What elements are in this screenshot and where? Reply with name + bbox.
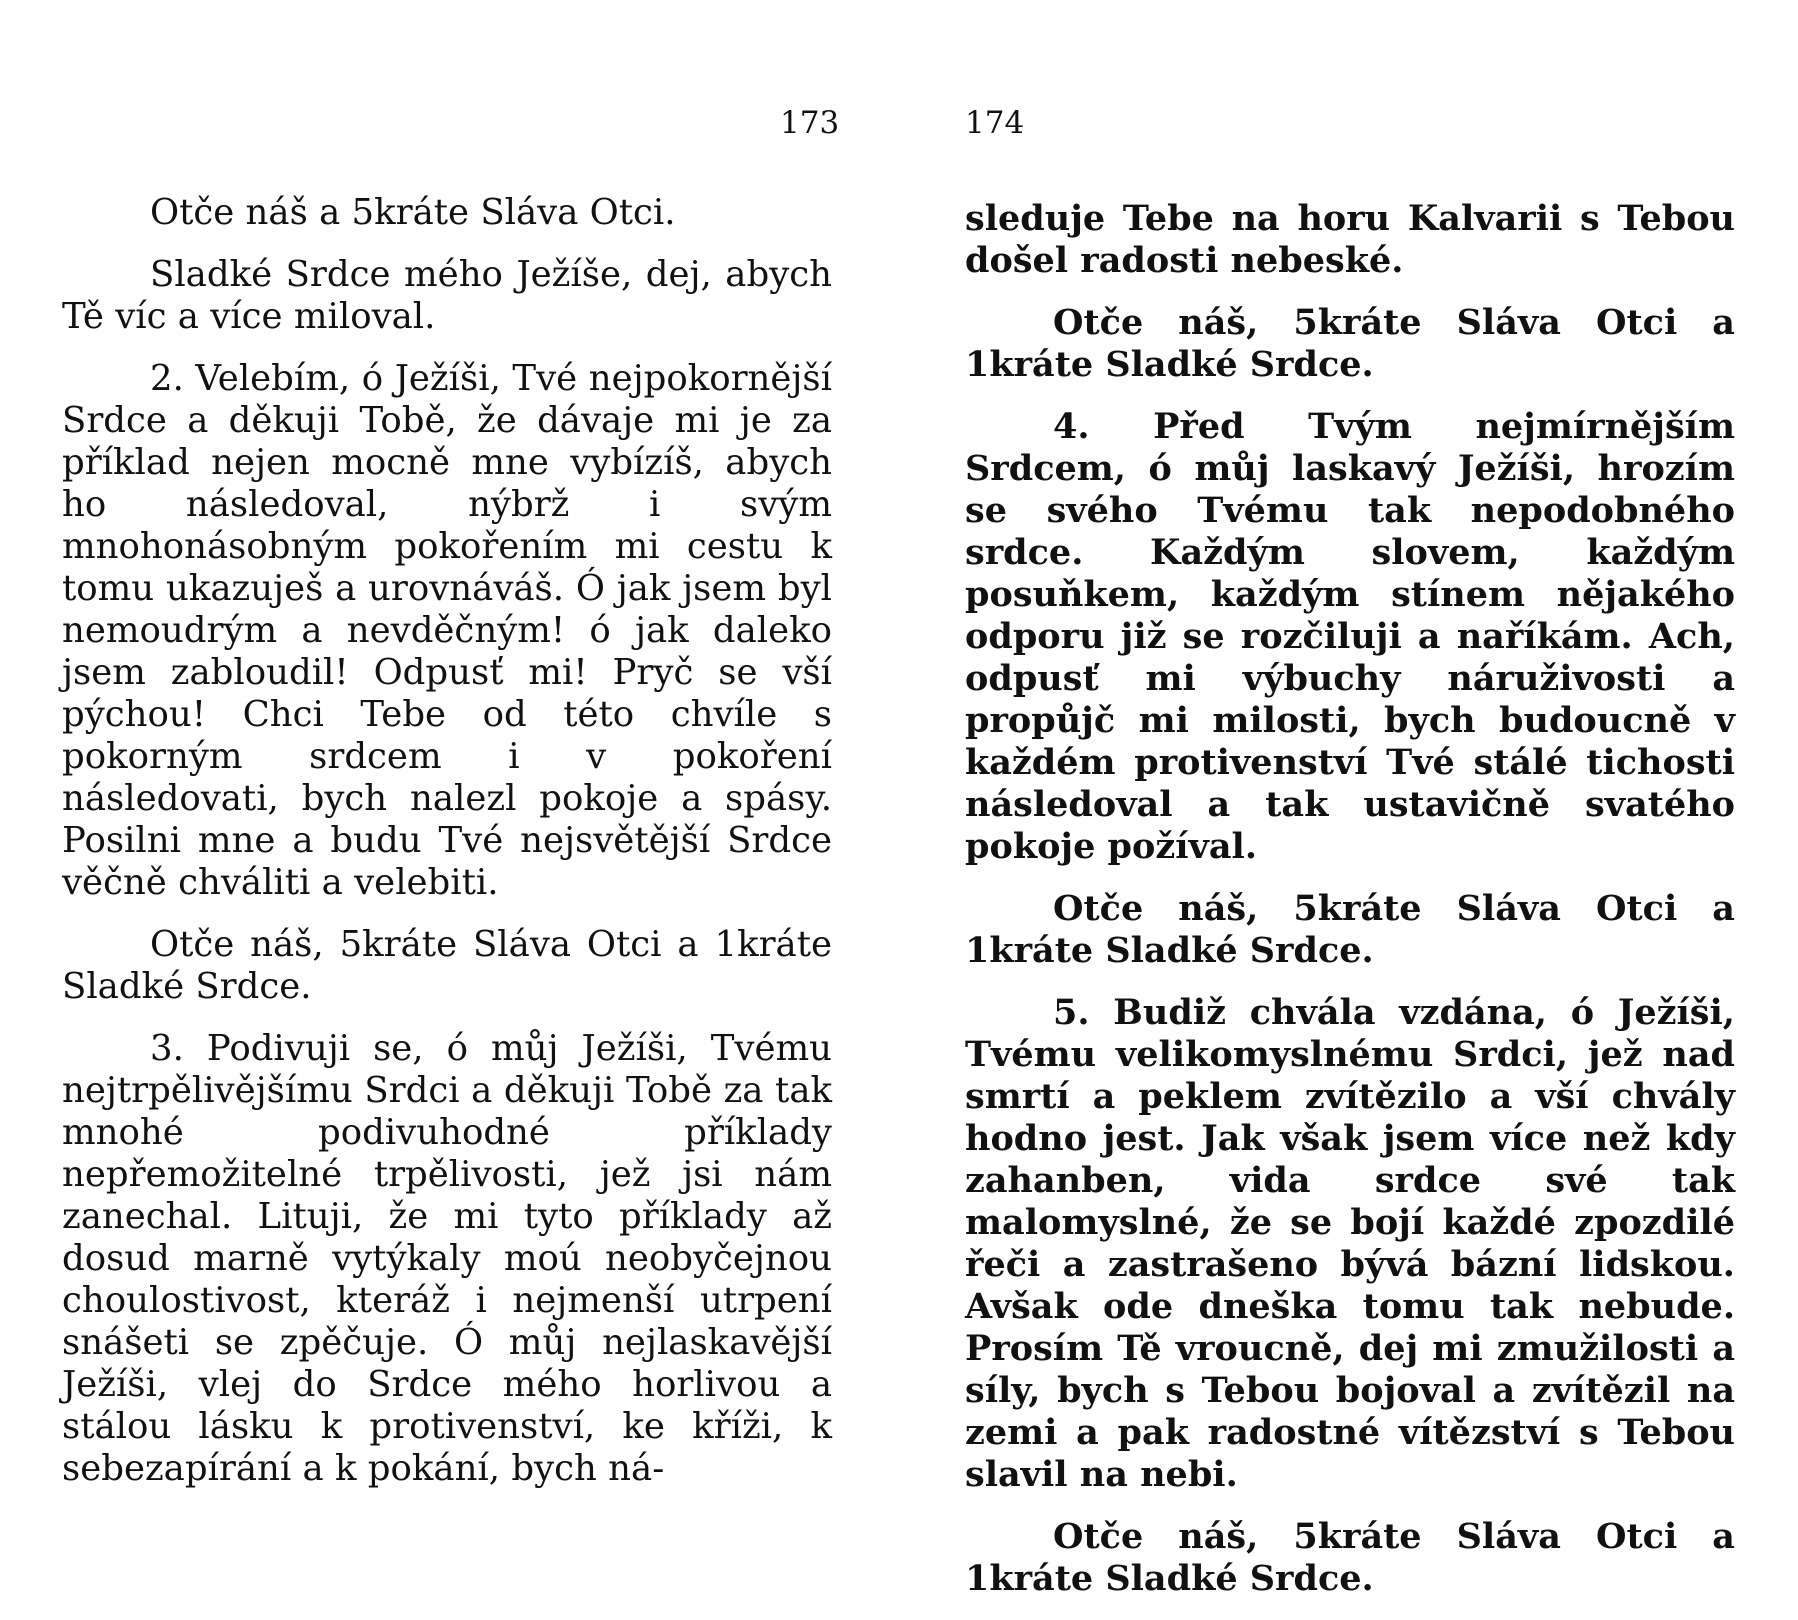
paragraph: Otče náš, 5kráte Sláva Otci a 1kráte Sladké Srdce. xyxy=(965,888,1735,971)
page-number: 174 xyxy=(965,105,1025,141)
right-page xyxy=(965,0,1745,1599)
paragraph: sleduje Tebe na horu Kalvarii s Tebou došel radosti nebeské. xyxy=(965,198,1735,281)
paragraph: Otče náš, 5kráte Sláva Otci a 1kráte Sladké Srdce. xyxy=(965,302,1735,385)
paragraph: 3. Podivuji se, ó můj Ježíši, Tvému nejtrpělivějšímu Srdci a děkuji Tobě za tak mnohé podivuhodné příklady nepřemožitelné trpělivosti, jež jsi nám zanechal. Lituji, že mi tyto příklady až dosud marně vytýkaly moú neobyčejnou choulostivost, kteráž i nejmenší utrpení snášeti se zpěčuje. Ó můj nejlaskavější Ježíši, vlej do Srdce mého horlivou a stálou lásku k protivenství, ke kříži, k sebezapírání a k pokání, bych ná- xyxy=(62,1028,832,1489)
paragraph: 2. Velebím, ó Ježíši, Tvé nejpokornější Srdce a děkuji Tobě, že dávaje mi je za příklad nejen mocně mne vybízíš, abych ho následoval, nýbrž i svým mnohonásobným pokořením mi cestu k tomu ukazuješ a urovnáváš. Ó jak jsem byl nemoudrým a nevděčným! ó jak daleko jsem zabloudil! Odpusť mi! Pryč se vší pýchou! Chci Tebe od této chvíle s pokorným srdcem i v pokoření následovati, bych nalezl pokoje a spásy. Posilni mne a budu Tvé nejsvětější Srdce věčně chváliti a velebiti. xyxy=(62,358,832,903)
paragraph: 5. Budiž chvála vzdána, ó Ježíši, Tvému velikomyslnému Srdci, jež nad smrtí a peklem zvítězilo a vší chvály hodno jest. Jak však jsem více než kdy zahanben, vida srdce své tak malomyslné, že se bojí každé zpozdilé řeči a zastrašeno bývá bázní lidskou. Avšak ode dneška tomu tak nebude. Prosím Tě vroucně, dej mi zmužilosti a síly, bych s Tebou bojoval a zvítězil na zemi a pak radostné vítězství s Tebou slavil na nebi. xyxy=(965,992,1735,1495)
page-text xyxy=(62,192,832,1510)
paragraph: 4. Před Tvým nejmírnějším Srdcem, ó můj laskavý Ježíši, hrozím se svého Tvému tak nepodobného srdce. Každým slovem, každým posuňkem, každým stínem nějakého odporu již se rozčiluji a naříkám. Ach, odpusť mi výbuchy náruživosti a propůjč mi milosti, bych budoucně v každém protivenství Tvé stálé tichosti následoval a tak ustavičně svatého pokoje požíval. xyxy=(965,406,1735,867)
paragraph: Otče náš a 5kráte Sláva Otci. xyxy=(150,192,676,233)
paragraph: Sladké Srdce mého Ježíše, dej, abych Tě víc a více miloval. xyxy=(62,254,832,337)
left-page xyxy=(62,0,842,1500)
paragraph: Otče náš, 5kráte Sláva Otci a 1kráte Sladké Srdce. xyxy=(62,924,832,1007)
page-text xyxy=(965,198,1735,1620)
paragraph: Otče náš, 5kráte Sláva Otci a 1kráte Sladké Srdce. xyxy=(965,1516,1735,1599)
page-number: 173 xyxy=(780,105,840,141)
